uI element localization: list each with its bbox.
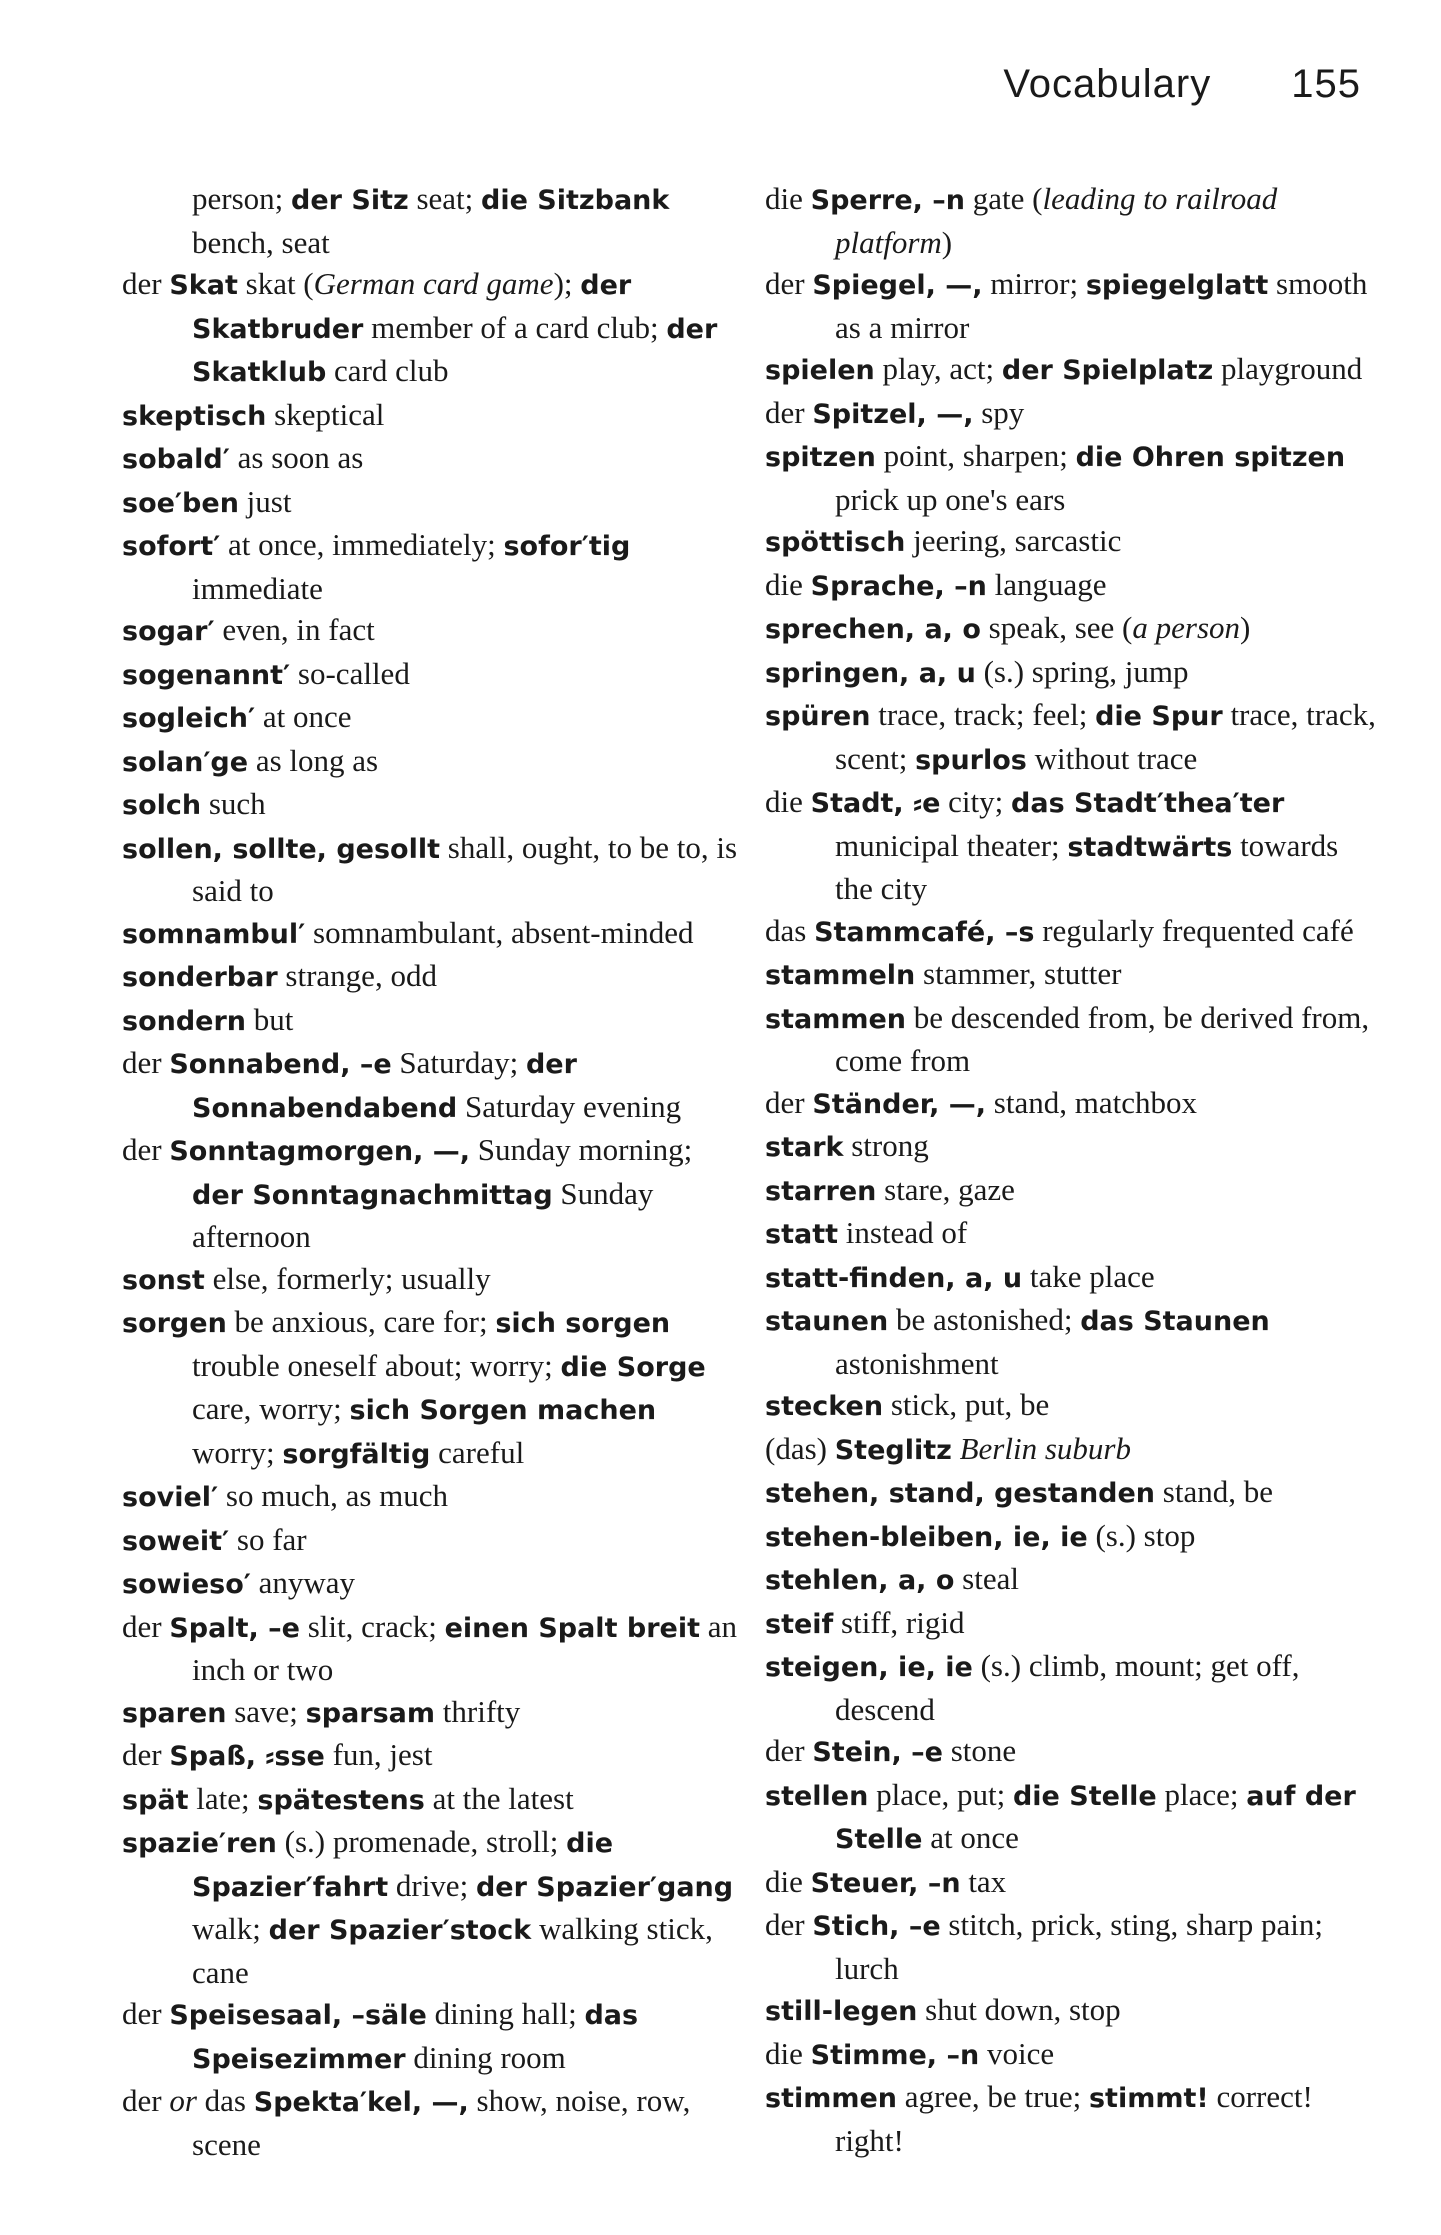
headword: spitzen [765, 442, 876, 473]
definition-text: die [765, 1863, 811, 1899]
headword: stimmt! [1088, 2083, 1209, 2114]
vocab-entry [122, 1562, 742, 1606]
headword: soweit′ [122, 1525, 230, 1557]
headword: Steglitz [834, 1434, 952, 1466]
vocab-entry [122, 827, 742, 912]
vocab-entry [765, 520, 1380, 564]
definition-text: tax [960, 1863, 1007, 1899]
headword: die Sorge [560, 1351, 706, 1383]
definition-text: seat; [408, 181, 482, 216]
headword: das Staunen [1080, 1306, 1270, 1337]
definition-text: an inch or two [192, 1608, 738, 1687]
definition-text: immediate [192, 570, 323, 606]
definition-text: die [765, 2035, 811, 2071]
definition-text: shut down, stop [917, 1992, 1121, 2027]
headword: sonst [122, 1264, 205, 1296]
headword: Steuer, –n [810, 1867, 961, 1899]
definition-text: smooth as a mirror [835, 266, 1368, 345]
definition-text: der [765, 394, 813, 430]
headword: stecken [765, 1391, 884, 1422]
definition-text: regularly frequented café [1034, 912, 1354, 948]
headword: Spitzel, —, [812, 398, 974, 430]
headword: Spaß, ⸗sse [169, 1741, 325, 1772]
vocab-entry [765, 1989, 1380, 2033]
definition-text: mirror; [982, 266, 1086, 301]
definition-text: stiff, rigid [833, 1604, 965, 1640]
definition-text: be anxious, care for; [226, 1304, 496, 1339]
headword: stammen [765, 1003, 906, 1035]
definition-text: stone [942, 1733, 1017, 1768]
definition-text: instead of [838, 1215, 968, 1250]
headword: sogenannt′ [122, 659, 291, 691]
vocab-entry [122, 437, 742, 481]
vocab-entry [122, 1778, 742, 1822]
definition-text: dining hall; [426, 1996, 585, 2031]
vocab-entry [765, 651, 1380, 695]
headword: sogleich′ [122, 703, 256, 734]
italic-note: a person [1132, 610, 1241, 645]
headword: Sonntagmorgen, —, [169, 1136, 471, 1167]
headword: der Sitz [291, 185, 409, 216]
left-column [122, 178, 742, 2165]
vocab-entry [122, 1042, 742, 1129]
definition-text: slit, crack; [299, 1608, 445, 1644]
headword: Spiegel, —, [812, 270, 983, 301]
definition-text: der [122, 266, 170, 301]
definition-text: (s.) stop [1087, 1517, 1196, 1553]
header-title: Vocabulary [1003, 62, 1212, 106]
vocab-entry [765, 1515, 1380, 1559]
vocab-entry [765, 997, 1380, 1082]
definition-text: careful [430, 1434, 525, 1470]
definition-text: voice [979, 2035, 1055, 2071]
headword: stehlen, a, o [765, 1565, 955, 1596]
headword: die Spazier′fahrt [192, 1828, 614, 1903]
headword: das Speisezimmer [192, 2000, 639, 2075]
headword: sobald′ [122, 444, 230, 475]
vocab-entry [122, 1258, 742, 1302]
definition-text: der [122, 1608, 170, 1644]
headword: solan′ge [122, 746, 249, 778]
headword: skeptisch [122, 400, 267, 432]
definition-text: walking stick, cane [192, 1911, 713, 1990]
headword: spiegelglatt [1085, 270, 1269, 301]
definition-text [952, 1431, 960, 1466]
definition-text: play, act; [874, 351, 1002, 386]
headword: der Spazier′gang [475, 1871, 734, 1903]
definition-text: walk; [192, 1911, 269, 1946]
definition-text: der [765, 266, 813, 301]
vocab-entry [122, 263, 742, 394]
headword: der Sonnabendabend [192, 1049, 577, 1124]
definition-text: correct! right! [835, 2079, 1313, 2158]
vocab-entry [765, 564, 1380, 608]
definition-text: der [765, 1733, 813, 1768]
vocab-entry [765, 1730, 1380, 1774]
definition-text: so-called [290, 655, 410, 691]
vocab-entry [122, 1691, 742, 1735]
vocab-entry [765, 781, 1380, 910]
headword: spielen [765, 355, 875, 386]
definition-text: point, sharpen; [875, 438, 1076, 473]
vocab-entry [122, 783, 742, 827]
definition-text: stitch, prick, sting, sharp pain; lurch [835, 1907, 1323, 1986]
headword: der Spielplatz [1001, 355, 1214, 386]
vocab-entry [122, 1734, 742, 1778]
headword: starren [765, 1175, 877, 1207]
headword: Ständer, —, [812, 1088, 987, 1120]
vocab-entry [122, 696, 742, 740]
headword: sparen [122, 1697, 227, 1729]
vocab-entry [765, 953, 1380, 997]
headword: spät [122, 1784, 189, 1816]
headword: stehen-bleiben, ie, ie [765, 1521, 1088, 1553]
vocab-entry [765, 1904, 1380, 1989]
vocab-entry [765, 1428, 1380, 1472]
headword: die Ohren spitzen [1075, 442, 1346, 473]
definition-text: place, put; [868, 1776, 1013, 1812]
headword: sich Sorgen machen [349, 1395, 657, 1426]
definition-text: such [201, 786, 266, 821]
definition-text: das [765, 912, 815, 948]
definition-text: person; [192, 181, 292, 216]
definition-text: die [765, 181, 811, 216]
definition-text: skeptical [266, 396, 385, 432]
vocab-entry [122, 1519, 742, 1563]
headword: sorgfältig [282, 1438, 431, 1470]
headword: der Skatklub [192, 313, 718, 388]
italic-note: Berlin suburb [959, 1430, 1131, 1466]
definition-text: astonishment [835, 1345, 999, 1381]
definition-text: as long as [248, 742, 379, 778]
running-header [1003, 62, 1361, 107]
definition-text: at once [922, 1820, 1019, 1855]
vocab-entry [122, 394, 742, 438]
vocab-entry [765, 178, 1380, 263]
definition-text: language [986, 566, 1107, 602]
definition-text: (s.) climb, mount; get off, descend [835, 1648, 1300, 1727]
definition-text: der [765, 1084, 813, 1120]
definition-text: fun, jest [324, 1737, 433, 1772]
definition-text: stand, be [1155, 1474, 1273, 1509]
vocab-entry [765, 1558, 1380, 1602]
vocab-entry [765, 348, 1380, 392]
vocab-entry [122, 1821, 742, 1993]
definition-text: die [765, 566, 811, 602]
definition-text: trace, track; feel; [870, 697, 1096, 732]
definition-text: at once, immediately; [220, 527, 504, 562]
headword: Sprache, –n [810, 570, 987, 602]
headword: Stadt, ⸗e [810, 788, 941, 819]
vocab-entry [765, 1299, 1380, 1384]
definition-text: stammer, stutter [915, 956, 1122, 991]
definition-text: spy [973, 394, 1025, 430]
definition-text: at the latest [424, 1780, 574, 1816]
headword: still-legen [765, 1996, 918, 2027]
headword: statt-finden, a, u [765, 1262, 1023, 1294]
definition-text: stare, gaze [876, 1171, 1015, 1207]
headword: sofor′tig [503, 531, 631, 562]
headword: der Skatbruder [192, 270, 632, 345]
headword: auf der Stelle [835, 1780, 1356, 1855]
headword: Sonnabend, –e [169, 1049, 392, 1080]
vocab-entry [122, 653, 742, 697]
definition-text: steal [954, 1561, 1019, 1596]
italic-note: or [169, 2083, 197, 2118]
vocab-entry [765, 392, 1380, 436]
vocab-entry [765, 1774, 1380, 1861]
definition-text: so far [229, 1521, 307, 1557]
headword: stellen [765, 1780, 869, 1812]
vocab-entry [765, 1645, 1380, 1730]
definition-text: worry; [192, 1434, 283, 1470]
headword: spöttisch [765, 527, 906, 558]
definition-text: prick up one's ears [835, 481, 1066, 517]
definition-text: ) [1240, 610, 1251, 645]
headword: soviel′ [122, 1482, 219, 1513]
definition-text: jeering, sarcastic [905, 523, 1122, 558]
definition-text: be astonished; [888, 1302, 1081, 1337]
definition-text: strong [843, 1128, 929, 1163]
headword: sorgen [122, 1308, 227, 1339]
definition-text: dining room [405, 2039, 566, 2075]
definition-text: der [122, 1132, 170, 1167]
definition-text: thrifty [435, 1693, 521, 1729]
italic-note: German card game [313, 266, 554, 301]
definition-text: Saturday; [391, 1045, 526, 1080]
vocab-entry [122, 609, 742, 653]
definition-text: der [122, 1737, 170, 1772]
definition-text: as soon as [229, 440, 364, 475]
definition-text: towards the city [835, 827, 1339, 906]
headword: sogar′ [122, 616, 215, 647]
headword: stadtwärts [1067, 831, 1233, 863]
vocab-entry [122, 1606, 742, 1691]
vocab-entry [765, 1384, 1380, 1428]
definition-text: somnambulant, absent-minded [305, 914, 694, 950]
definition-text: der [765, 1907, 813, 1942]
vocab-entry [765, 1256, 1380, 1300]
definition-text: ) [941, 224, 953, 260]
definition-text: take place [1022, 1258, 1155, 1294]
headword: Stimme, –n [810, 2039, 980, 2071]
definition-text: anyway [250, 1565, 356, 1600]
definition-text: shall, ought, to be to, is said to [192, 829, 738, 908]
headword: stehen, stand, gestanden [765, 1478, 1156, 1509]
headword: statt [765, 1219, 839, 1250]
headword: einen Spalt breit [444, 1612, 700, 1644]
headword: spätestens [257, 1784, 425, 1816]
headword: spüren [765, 701, 871, 732]
definition-text: trace, track, scent; [835, 697, 1376, 776]
headword: sprechen, a, o [765, 614, 981, 645]
vocab-entry [122, 955, 742, 999]
definition-text: gate ( [965, 181, 1043, 216]
vocab-entry [765, 435, 1380, 520]
vocab-entry [122, 481, 742, 525]
definition-text: stand, matchbox [986, 1084, 1197, 1120]
headword: sondern [122, 1005, 247, 1037]
vocab-entry [765, 1212, 1380, 1256]
vocab-entry [765, 1861, 1380, 1905]
headword: die Sitzbank [481, 185, 670, 216]
definition-text: but [246, 1001, 294, 1037]
definition-text: playground [1213, 351, 1363, 386]
headword: steigen, ie, ie [765, 1652, 973, 1683]
vocab-entry [765, 1125, 1380, 1169]
headword: der Spazier′stock [268, 1915, 532, 1946]
vocab-entry [122, 178, 742, 263]
definition-text: drive; [388, 1867, 476, 1903]
headword: spurlos [915, 744, 1027, 776]
vocab-entry [122, 524, 742, 609]
definition-text: der [122, 1045, 170, 1080]
headword: sich sorgen [495, 1308, 671, 1339]
vocab-entry [765, 1602, 1380, 1646]
definition-text: member of a card club; [363, 309, 667, 345]
vocab-entry [122, 740, 742, 784]
vocab-entry [122, 1993, 742, 2080]
definition-text: show, noise, row, scene [192, 2083, 691, 2162]
headword: die Spur [1095, 701, 1223, 732]
vocab-entry [122, 912, 742, 956]
definition-text: skat ( [237, 266, 314, 301]
vocab-entry [765, 2076, 1380, 2161]
definition-text: ); [553, 266, 581, 301]
page-number: 155 [1291, 62, 1361, 106]
definition-text: city; [940, 784, 1012, 819]
definition-text: trouble oneself about; worry; [192, 1347, 561, 1383]
definition-text: Sunday afternoon [192, 1175, 654, 1254]
headword: Spekta′kel, —, [253, 2087, 469, 2118]
vocab-entry [765, 1471, 1380, 1515]
definition-text: Saturday evening [457, 1088, 682, 1124]
headword: Speisesaal, –säle [169, 2000, 427, 2031]
headword: Stein, –e [812, 1737, 943, 1768]
definition-text: municipal theater; [835, 827, 1068, 863]
definition-text: agree, be true; [897, 2079, 1089, 2114]
headword: Sperre, –n [810, 185, 966, 216]
definition-text: be descended from, be derived from, come from [835, 999, 1370, 1078]
headword: steif [765, 1608, 834, 1640]
definition-text: (s.) spring, jump [975, 653, 1189, 689]
vocab-entry [765, 607, 1380, 651]
definition-text: just [238, 483, 292, 519]
vocab-entry [122, 1129, 742, 1258]
headword: das Stadt′thea′ter [1011, 788, 1285, 819]
definition-text: late; [188, 1780, 258, 1816]
vocab-entry [122, 999, 742, 1043]
headword: sowieso′ [122, 1569, 251, 1600]
definition-text: (s.) promenade, stroll; [276, 1824, 567, 1859]
right-column [765, 178, 1380, 2161]
vocab-entry [765, 1082, 1380, 1126]
headword: stark [765, 1132, 844, 1163]
headword: die Stelle [1012, 1780, 1157, 1812]
headword: soe′ben [122, 487, 239, 519]
definition-text: der [122, 1996, 170, 2031]
definition-text: (das) [765, 1430, 835, 1466]
italic-note: leading to railroad platform [835, 181, 1278, 260]
definition-text: at once [255, 699, 352, 734]
definition-text: bench, seat [192, 224, 330, 260]
definition-text: card club [326, 353, 449, 388]
vocab-entry [765, 694, 1380, 781]
headword: Skat [169, 270, 238, 301]
headword: der Sonntagnachmittag [192, 1179, 553, 1211]
definition-text: speak, see ( [980, 610, 1133, 645]
headword: sofort′ [122, 531, 221, 562]
vocab-entry [765, 1169, 1380, 1213]
headword: solch [122, 790, 202, 821]
definition-text: place; [1156, 1776, 1247, 1812]
vocab-entry [765, 910, 1380, 954]
definition-text: without trace [1026, 740, 1198, 776]
headword: stammeln [765, 960, 916, 991]
headword: Stammcafé, –s [814, 916, 1035, 948]
headword: somnambul′ [122, 918, 306, 950]
definition-text: stick, put, be [883, 1387, 1050, 1422]
definition-text: care, worry; [192, 1391, 350, 1426]
definition-text: die [765, 784, 811, 819]
definition-text: else, formerly; usually [204, 1260, 491, 1296]
definition-text: der [122, 2083, 170, 2118]
vocab-entry [122, 2080, 742, 2165]
definition-text: save; [226, 1693, 306, 1729]
definition-text: so much, as much [218, 1478, 449, 1513]
vocab-entry [765, 2033, 1380, 2077]
definition-text: even, in fact [214, 612, 375, 647]
headword: springen, a, u [765, 657, 976, 689]
headword: stimmen [765, 2083, 898, 2114]
headword: Stich, –e [812, 1911, 941, 1942]
headword: sonderbar [122, 962, 278, 993]
vocab-entry [122, 1301, 742, 1475]
headword: staunen [765, 1306, 889, 1337]
definition-text: strange, odd [277, 958, 437, 993]
vocab-entry [122, 1475, 742, 1519]
definition-text: Sunday morning; [470, 1132, 693, 1167]
headword: sollen, sollte, gesollt [122, 833, 441, 865]
headword: spazie′ren [122, 1828, 277, 1859]
definition-text: das [196, 2083, 254, 2118]
vocab-entry [765, 263, 1380, 348]
headword: Spalt, –e [169, 1612, 300, 1644]
headword: sparsam [305, 1697, 436, 1729]
